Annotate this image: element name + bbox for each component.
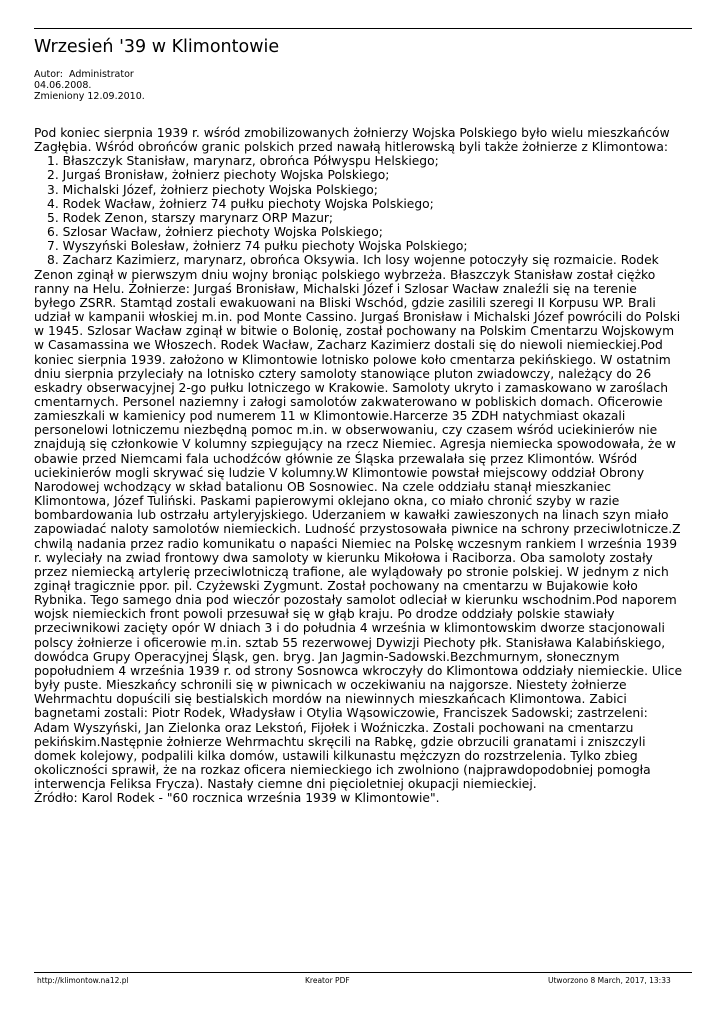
list-item: 6. Szlosar Wacław, żołnierz piechoty Wojska Polskiego;: [47, 225, 383, 240]
paragraph-line: zapowiadać naloty samolotów niemieckich. Ludność przystosowała piwnice na schrony przeciwlotnicze.Z: [34, 522, 681, 537]
paragraph-line: popołudniem 4 września 1939 r. od strony Sosnowca wkroczyły do Klimontowa oddziały niemieckie. Ulice: [34, 663, 683, 678]
paragraph-line: wojsk niemieckich front powoli przesuwał się w głąb kraju. Po drodze oddziały polskie stawiały: [34, 607, 615, 622]
paragraph-line: zginął tragicznie ppor. pil. Czyżewski Zygmunt. Został pochowany na cmentarzu w Bujakowie koło: [34, 579, 638, 593]
intro-line: Zagłębia. Wśród obrońców granic polskich przed nawałą hitlerowską byli także żołnierze z Klimontowa:: [34, 140, 669, 155]
paragraph-line: w 1945. Szlosar Wacław zginął w bitwie o Bolonię, został pochowany na Polskim Cmentarzu Wojskowym: [34, 324, 675, 339]
list-item: 1. Błaszczyk Stanisław, marynarz, obrońca Półwyspu Helskiego;: [47, 154, 439, 169]
list-item: 2. Jurgaś Bronisław, żołnierz piechoty Wojska Polskiego;: [47, 168, 390, 183]
paragraph-line: bombardowania lub ostrzału artyleryjskiego. Uderzaniem w kawałki zawieszonych na linach szyn miało: [34, 508, 669, 523]
paragraph-line: przez niemiecką artylerię przeciwlotniczą trafione, ale wylądowały po stronie polskiej. W jednym z nich: [34, 564, 669, 579]
modified-date: Zmieniony 12.09.2010.: [34, 91, 145, 102]
paragraph-line: Adam Wyszyński, Jan Zielonka oraz Lekstoń, Fijołek i Woźniczka. Zostali pochowani na cmentarzu: [34, 720, 634, 735]
paragraph-line: eskadry obserwacyjnej 2-go pułku lotniczego w Krakowie. Samoloty ukryto i zamaskowano w zaroślach: [34, 380, 668, 395]
paragraph-line: koniec sierpnia 1939. założono w Klimontowie lotnisko polowe koło cmentarza pekińskiego. W ostatnim: [34, 352, 671, 367]
paragraph-line: bagnetami zostali: Piotr Rodek, Władysław i Otylia Wąsowiczowie, Franciszek Sadowski; zastrzeleni:: [34, 706, 648, 721]
paragraph-line: Zenon zginął w pierwszym dniu wojny broniąc polskiego wybrzeża. Błaszczyk Stanisław został ciężko: [34, 267, 656, 282]
paragraph-line: Wehrmachtu dopuścili się bestialskich mordów na niewinnych mieszkańcach Klimontowa. Zabici: [34, 692, 627, 707]
paragraph-line: domek kolejowy, podpalili kilka domów, ustawili kilkunastu mężczyzn do rozstrzelenia. Tylko zbieg: [34, 748, 638, 763]
paragraph-line: Klimontowa, Józef Tuliński. Paskami papierowymi oklejano okna, co miało chronić szyby w razie: [34, 494, 620, 509]
paragraph-line: okoliczności sprawił, że na rozkaz oficera niemieckiego ich zwolniono (najprawdopodobniej pomogła: [34, 763, 651, 778]
footer-generator: Kreator PDF: [305, 976, 350, 985]
page-title: Wrzesień '39 w Klimontowie: [34, 37, 280, 57]
paragraph-line: cmentarnych. Personel naziemny i załogi samolotów zakwaterowano w pobliskich domach. Oficerowie: [34, 394, 663, 409]
paragraph-line: pekińskim.Następnie żołnierze Wehrmachtu skręcili na Rabkę, gdzie obrzucili granatami i zniszczyli: [34, 734, 646, 749]
paragraph-line: Rybnika. Tego samego dnia pod wieczór pozostały samolot odleciał w kierunku wschodnim.Pod naporem: [34, 593, 677, 608]
paragraph-line: dniu sierpnia przyleciały na lotnisko cztery samoloty stanowiące pluton zwiadowczy, należący do 26: [34, 366, 652, 381]
paragraph-line: udział w kampanii włoskiej m.in. pod Monte Cassino. Jurgaś Bronisław i Michalski Józef powrócili do Polski: [34, 310, 681, 325]
article-body: [34, 126, 704, 806]
paragraph-line: Narodowej wchodzący w skład batalionu OB Sosnowiec. Na czele oddziału stanął mieszkaniec: [34, 479, 612, 494]
paragraph-line: w Casamassina we Włoszech. Rodek Wacław, Zacharz Kazimierz dostali się do niewoli niemieckiej.Pod: [34, 338, 663, 353]
list-item: 7. Wyszyński Bolesław, żołnierz 74 pułku piechoty Wojska Polskiego;: [47, 239, 468, 254]
paragraph-line: byłego ZSRR. Stamtąd zostali ewakuowani na Bliski Wschód, gdzie zasilili szeregi II Korpusu WP. Brali: [34, 295, 656, 310]
paragraph-line: Źródło: Karol Rodek - "60 rocznica września 1939 w Klimontowie".: [34, 791, 440, 806]
footer-url[interactable]: http://klimontow.na12.pl: [37, 976, 129, 985]
list-item: 3. Michalski Józef, żołnierz piechoty Wojska Polskiego;: [47, 182, 378, 197]
paragraph-line: r. wyleciały na zwiad frontowy dwa samoloty w kierunku Mikołowa i Raciborza. Oba samoloty zostały: [34, 550, 653, 565]
author-line: Autor: Administrator: [34, 69, 134, 80]
list-item: 5. Rodek Zenon, starszy marynarz ORP Mazur;: [47, 210, 334, 225]
footer-rule: [34, 972, 692, 973]
footer-created: Utworzono 8 March, 2017, 13:33: [548, 976, 671, 985]
article-meta: [34, 69, 145, 102]
created-date: 04.06.2008.: [34, 80, 92, 91]
paragraph-line: były puste. Mieszkańcy schronili się w piwnicach w oczekiwaniu na najgorsze. Niestety żołnierze: [34, 678, 627, 693]
paragraph-line: przeciwnikowi zacięty opór W dniach 3 i do południa 4 września w klimontowskim dworze stacjonowali: [34, 621, 665, 636]
paragraph-line: polscy żołnierze i oficerowie m.in. sztab 55 rezerwowej Dywizji Piechoty płk. Stanisława Kalabińskiego,: [34, 635, 666, 650]
paragraph-line: chwilą nadania przez radio komunikatu o napaści Niemiec na Polskę wczesnym rankiem I września 1939: [34, 536, 678, 551]
header-rule: [34, 28, 692, 29]
list-item: 4. Rodek Wacław, żołnierz 74 pułku piechoty Wojska Polskiego;: [47, 196, 434, 211]
paragraph-line: dowódca Grupy Operacyjnej Śląsk, gen. bryg. Jan Jagmin-Sadowski.Bezchmurnym, słonecznym: [34, 649, 620, 664]
paragraph-line: personelowi lotniczemu niezbędną pomoc m.in. w obserwowaniu, czy czasem wśród uciekinierów nie: [34, 423, 658, 438]
list-item: 8. Zacharz Kazimierz, marynarz, obrońca Oksywia. Ich losy wojenne potoczyły się rozmaicie. Rodek: [47, 253, 659, 268]
intro-line: Pod koniec sierpnia 1939 r. wśród zmobilizowanych żołnierzy Wojska Polskiego było wielu mieszkańców: [34, 126, 670, 140]
paragraph-line: uciekinierów mogli skrywać się ludzie V kolumny.W Klimontowie powstał miejscowy oddział Obrony: [34, 465, 645, 480]
paragraph-line: obawie przed Niemcami fala uchodźców głównie ze Śląska przewalała się przez Klimontów. Wśród: [34, 451, 638, 466]
paragraph-line: ranny na Helu. Żołnierze: Jurgaś Bronisław, Michalski Józef i Szlosar Wacław znaleźli się na terenie: [34, 281, 637, 296]
paragraph-line: zamieszkali w kamienicy pod numerem 11 w Klimontowie.Harcerze 35 ZDH natychmiast okazali: [34, 409, 626, 424]
paragraph-line: znajdują się członkowie V kolumny szpiegujący na rzecz Niemiec. Agresja niemiecka spowodowała, że w: [34, 437, 676, 452]
paragraph-line: interwencja Feliksa Frycza). Nastały ciemne dni pięcioletniej okupacji niemieckiej.: [34, 777, 537, 792]
